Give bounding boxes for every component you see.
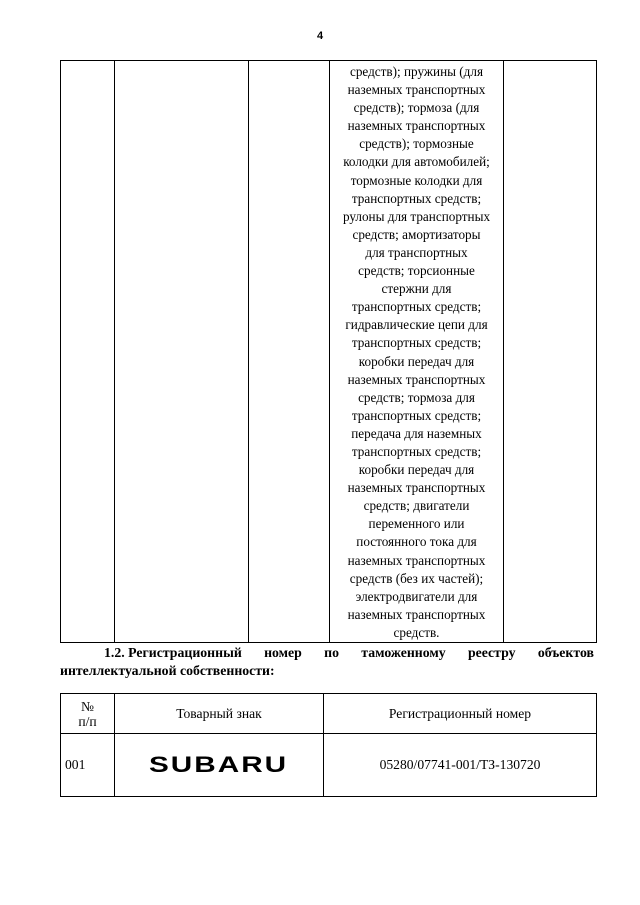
trademark-logo-cell <box>115 734 324 797</box>
heading-word: таможенному <box>361 645 446 660</box>
goods-line: наземных транспортных <box>347 552 486 568</box>
goods-line: наземных транспортных <box>347 480 486 496</box>
goods-line: транспортных средств; <box>351 190 482 206</box>
heading-word: объектов <box>537 645 594 660</box>
goods-line: стержни для <box>381 281 452 297</box>
goods-line: наземных транспортных <box>347 82 486 98</box>
registration-table-header <box>61 694 597 734</box>
registration-number: 05280/07741-001/ТЗ-130720 <box>324 734 597 797</box>
heading-word: номер <box>264 645 302 660</box>
goods-line: коробки передач для <box>358 353 475 369</box>
heading-word: 1.2. Регистрационный <box>104 645 242 660</box>
row-number: 001 <box>61 734 115 797</box>
goods-table-row <box>61 61 597 643</box>
goods-line: средств; торсионные <box>358 263 475 279</box>
header-trademark: Товарный знак <box>115 694 324 734</box>
goods-cell-trademark <box>115 61 249 643</box>
goods-cell-description <box>330 61 504 643</box>
goods-line: колодки для автомобилей; <box>343 154 490 170</box>
goods-line: гидравлические цепи для <box>345 317 488 333</box>
goods-line: транспортных средств; <box>351 335 482 351</box>
goods-line: рулоны для транспортных <box>342 208 491 224</box>
goods-cell-number <box>61 61 115 643</box>
goods-line: транспортных средств; <box>351 443 482 459</box>
goods-line: транспортных средств; <box>351 407 482 423</box>
goods-line: средств; двигатели <box>363 498 470 514</box>
goods-line: средств; тормоза для <box>358 389 475 405</box>
header-reg-number: Регистрационный номер <box>324 694 597 734</box>
goods-line: тормозные колодки для <box>350 172 483 188</box>
goods-description-text <box>330 61 503 642</box>
section-heading <box>60 644 594 680</box>
registration-table <box>60 693 597 797</box>
section-heading-line1 <box>60 644 594 662</box>
goods-line: средств (без их частей); <box>349 570 484 586</box>
goods-cell-class <box>249 61 330 643</box>
goods-line: переменного или <box>368 516 465 532</box>
goods-cell-notes <box>504 61 597 643</box>
goods-line: средств); пружины (для <box>349 64 484 79</box>
goods-line: наземных транспортных <box>347 118 486 134</box>
heading-word: по <box>324 645 339 660</box>
goods-line: постоянного тока для <box>356 534 477 550</box>
header-number: № п/п <box>61 694 115 734</box>
goods-line: транспортных средств; <box>351 299 482 315</box>
goods-line: наземных транспортных <box>347 606 486 622</box>
goods-line: средств; амортизаторы <box>352 226 481 242</box>
goods-line: средств); тормозные <box>359 136 474 152</box>
section-heading-line2: интеллектуальной собственности: <box>60 663 275 678</box>
goods-line: наземных транспортных <box>347 371 486 387</box>
subaru-logo: SUBARU <box>149 752 289 777</box>
goods-table <box>60 60 597 643</box>
goods-line: средств); тормоза (для <box>353 100 480 116</box>
table-row <box>61 734 597 797</box>
page-number: 4 <box>316 30 324 42</box>
goods-line: передача для наземных <box>351 425 482 441</box>
goods-line: коробки передач для <box>358 462 475 478</box>
goods-line: средств. <box>393 624 440 640</box>
goods-line: электродвигатели для <box>355 588 478 604</box>
heading-word: реестру <box>467 645 516 660</box>
goods-line: для транспортных <box>365 244 468 260</box>
